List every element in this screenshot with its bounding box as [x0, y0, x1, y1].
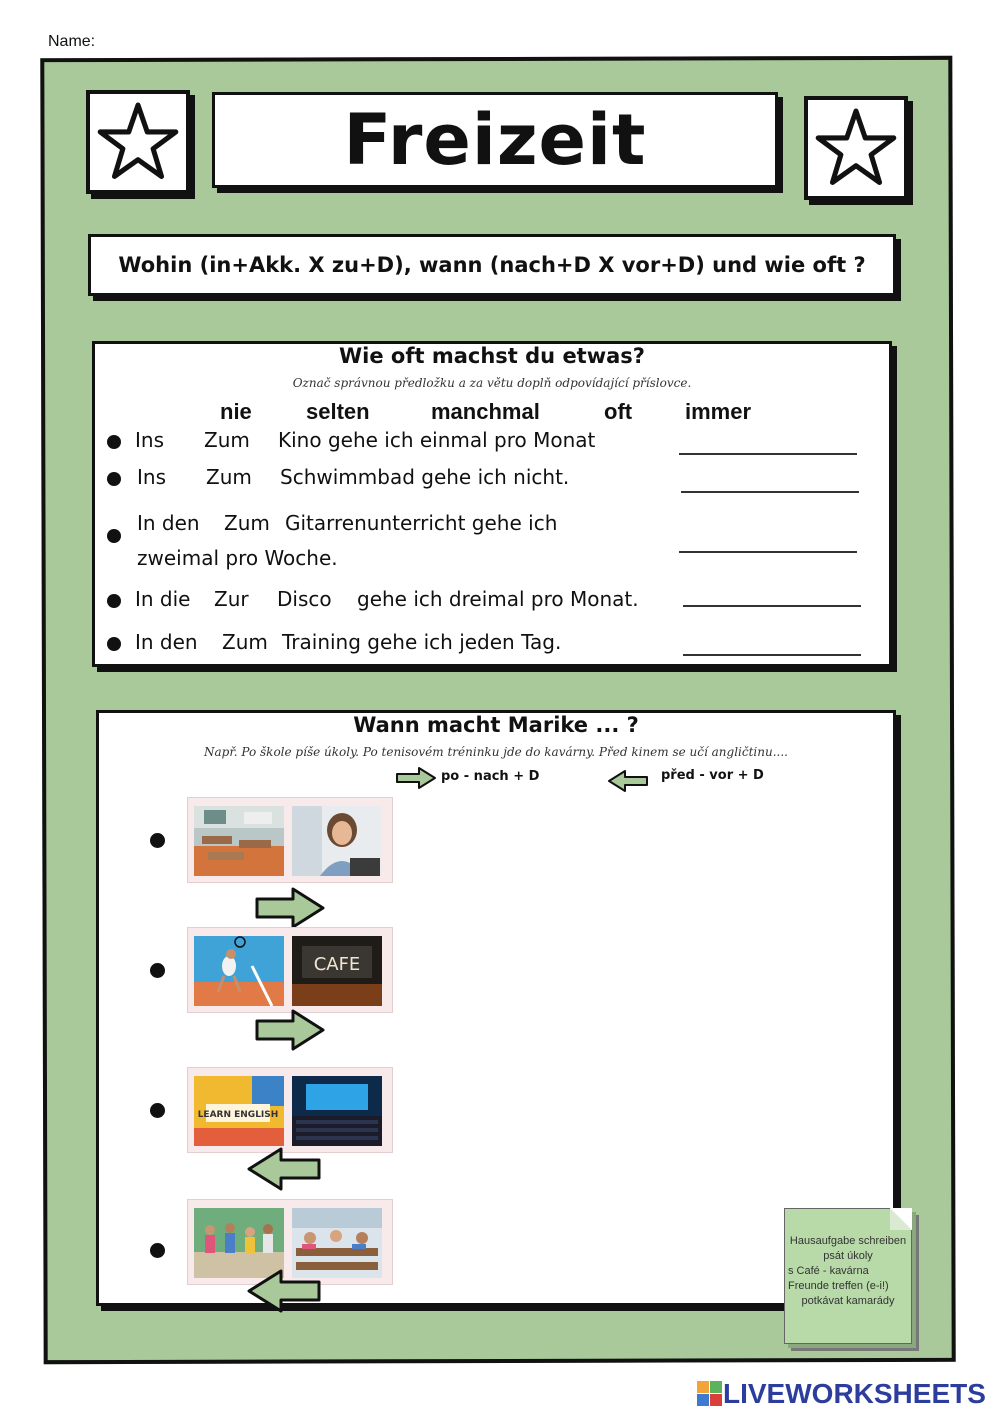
- logo-icon: [697, 1381, 723, 1407]
- classroom-photo: [194, 806, 284, 876]
- option-zu[interactable]: Zum: [206, 465, 252, 489]
- sentence-text: Disco: [277, 587, 332, 611]
- note-line: potkávat kamarády: [801, 1295, 895, 1307]
- picture-pair: [187, 927, 393, 1013]
- liveworksheets-logo[interactable]: [697, 1378, 986, 1410]
- sentence-row: [95, 428, 889, 458]
- bullet: [107, 529, 121, 543]
- after-arrow-icon: [255, 887, 325, 929]
- english-card: LEARN ENGLISH: [197, 1110, 279, 1120]
- right-arrow-icon: [395, 766, 437, 790]
- answer-blank[interactable]: [681, 491, 859, 493]
- picture-pair: [187, 1067, 393, 1153]
- bullet: [107, 594, 121, 608]
- sentence-row: [95, 465, 889, 495]
- when-section: [96, 710, 896, 1306]
- option-in[interactable]: In die: [135, 587, 191, 611]
- subtitle: Wohin (in+Akk. X zu+D), wann (nach+D X vor+D) und wie oft ?: [118, 253, 866, 277]
- adverb-word: selten: [306, 399, 370, 424]
- brand-name: LIVEWORKSHEETS: [723, 1378, 986, 1409]
- student-laptop-photo: [292, 806, 382, 876]
- note-fold: [890, 1208, 912, 1230]
- answer-blank[interactable]: [683, 654, 861, 656]
- subtitle-box: [88, 234, 896, 296]
- option-zu[interactable]: Zum: [224, 511, 270, 535]
- right-star-box: [804, 96, 908, 200]
- friends-photo: [194, 1208, 284, 1278]
- sentence-text: Gitarrenunterricht gehe ich: [285, 511, 558, 535]
- option-in[interactable]: In den: [137, 511, 200, 535]
- frequency-section: [92, 341, 892, 667]
- school-class-photo: [292, 1208, 382, 1278]
- bullet: [150, 833, 165, 848]
- answer-blank[interactable]: [683, 605, 861, 607]
- sentence-text-continued: gehe ich dreimal pro Monat.: [357, 587, 639, 611]
- note-line: psát úkoly: [823, 1250, 873, 1262]
- option-in[interactable]: Ins: [137, 465, 166, 489]
- note-line: s Café - kavárna: [788, 1265, 869, 1277]
- adverb-word: immer: [685, 399, 752, 424]
- star-icon: [96, 100, 180, 184]
- legend-after: po - nach + D: [441, 769, 540, 784]
- sentence-text: Schwimmbad gehe ich nicht.: [280, 465, 570, 489]
- vocabulary-note: [784, 1208, 912, 1344]
- note-line: Freunde treffen (e-i!): [788, 1280, 889, 1292]
- page-title: Freizeit: [343, 99, 647, 181]
- sentence-text: Training gehe ich jeden Tag.: [282, 630, 562, 654]
- sentence-row: [95, 587, 889, 617]
- bullet: [150, 1103, 165, 1118]
- answer-blank[interactable]: [679, 551, 857, 553]
- bullet: [107, 435, 121, 449]
- cafe-photo: [292, 936, 382, 1006]
- option-zu[interactable]: Zum: [222, 630, 268, 654]
- option-in[interactable]: Ins: [135, 428, 164, 452]
- name-label: Name:: [48, 33, 96, 50]
- sentence-text-continued: zweimal pro Woche.: [137, 546, 338, 570]
- note-line: Hausaufgabe schreiben: [789, 1235, 907, 1247]
- option-zu[interactable]: Zur: [214, 587, 249, 611]
- left-star-box: [86, 90, 190, 194]
- star-icon: [814, 106, 898, 190]
- bullet: [107, 637, 121, 651]
- bullet: [150, 963, 165, 978]
- picture-pair: [187, 797, 393, 883]
- option-zu[interactable]: Zum: [204, 428, 250, 452]
- bullet: [150, 1243, 165, 1258]
- adverb-list: [95, 399, 889, 429]
- before-arrow-icon: [247, 1147, 321, 1191]
- adverb-word: manchmal: [431, 399, 540, 424]
- cinema-photo: [292, 1076, 382, 1146]
- sentence-text: Kino gehe ich einmal pro Monat: [278, 428, 596, 452]
- answer-blank[interactable]: [679, 453, 857, 455]
- when-example: Např. Po škole píše úkoly. Po tenisovém tréninku jde do kavárny. Před kinem se učí angličtinu....: [204, 745, 788, 759]
- sentence-row: [95, 630, 889, 660]
- after-arrow-icon: [255, 1009, 325, 1051]
- legend-before: před - vor + D: [661, 768, 764, 783]
- bullet: [107, 472, 121, 486]
- left-arrow-icon: [607, 769, 649, 793]
- when-title: Wann macht Marike ... ?: [353, 713, 639, 737]
- before-arrow-icon: [247, 1269, 321, 1313]
- learn-english-photo: [194, 1076, 284, 1146]
- title-box: [212, 92, 778, 188]
- tennis-photo: [194, 936, 284, 1006]
- sentence-row: [95, 511, 889, 575]
- adverb-word: oft: [604, 399, 633, 424]
- adverb-word: nie: [220, 399, 252, 424]
- frequency-instruction: Označ správnou předložku a za větu doplň odpovídající příslovce.: [292, 376, 692, 390]
- frequency-title: Wie oft machst du etwas?: [339, 344, 645, 368]
- option-in[interactable]: In den: [135, 630, 198, 654]
- cafe-sign: CAFE: [313, 954, 361, 975]
